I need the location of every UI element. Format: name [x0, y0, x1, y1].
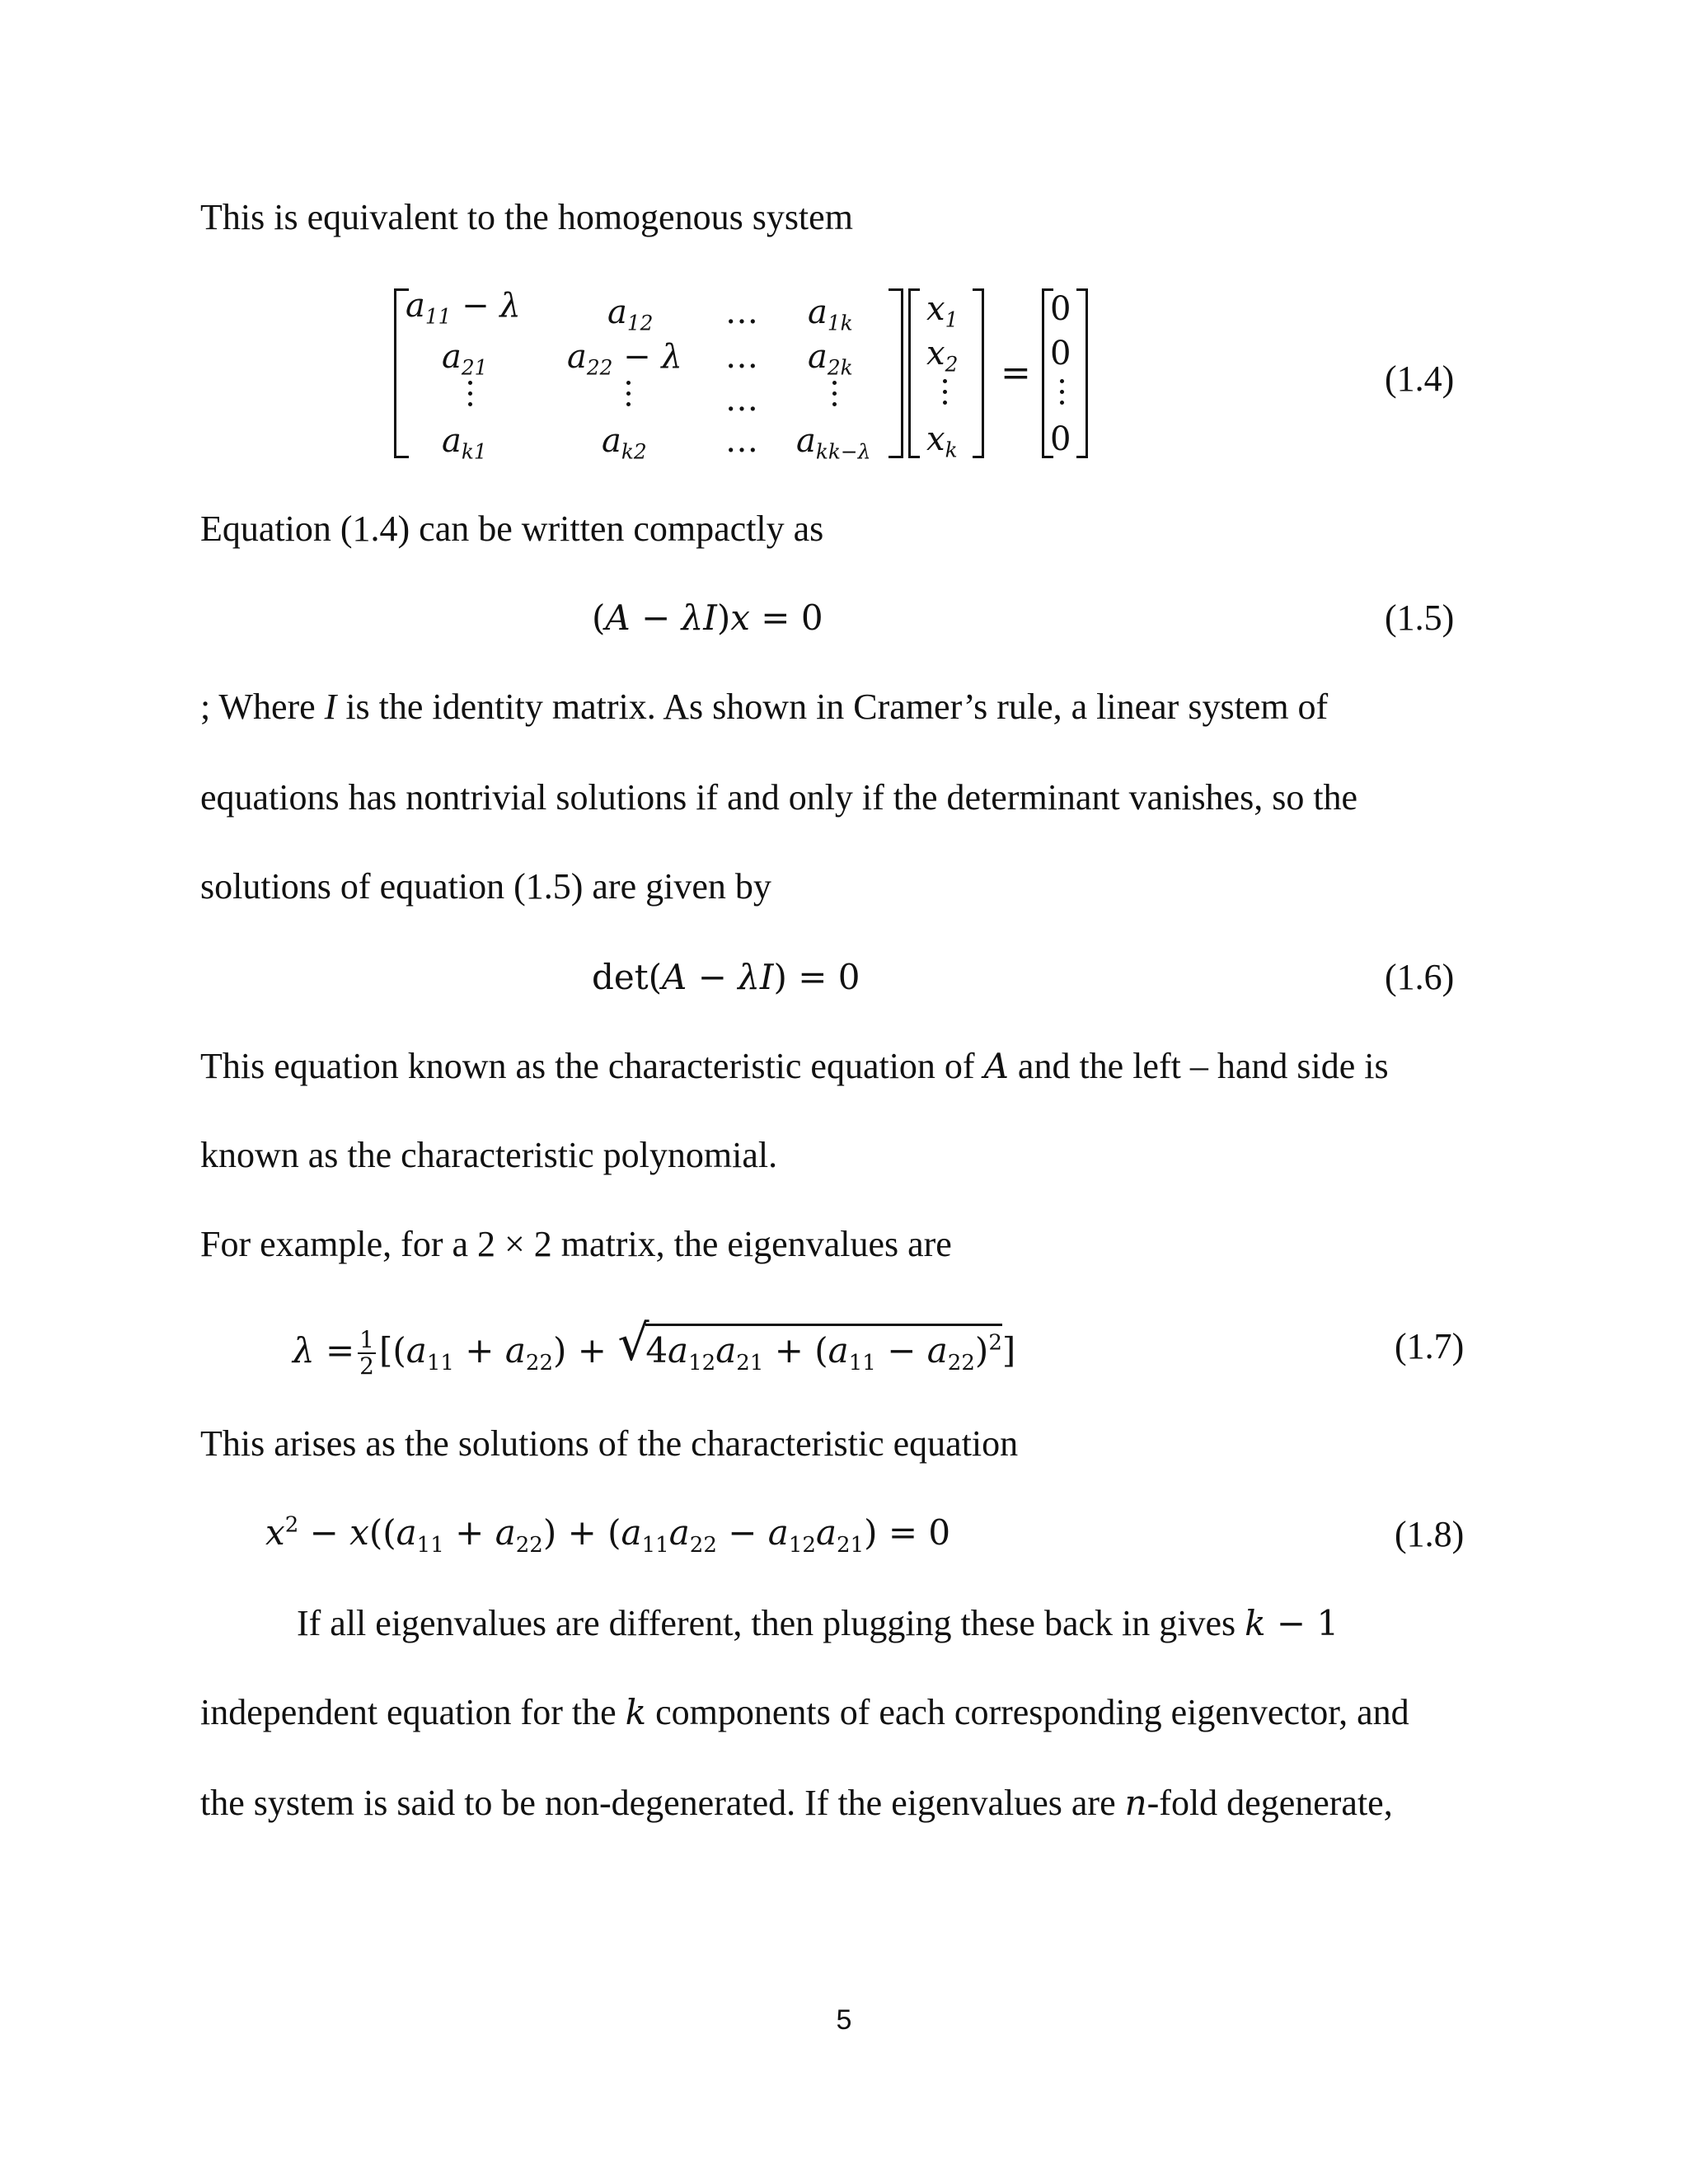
paragraph-line: independent equation for the k components of each corresponding eigenvector, and — [200, 1692, 1409, 1732]
paragraph-line: This arises as the solutions of the characteristic equation — [200, 1423, 1019, 1464]
matrix-cell: $a_{1k}$ — [808, 293, 853, 335]
matrix-cell: $a_{k1}$ — [442, 422, 487, 464]
matrix-cell: $a_{k2}$ — [602, 422, 647, 464]
equation-number: (1.5) — [1385, 598, 1455, 638]
zero-vector-entry: 0 — [1050, 420, 1071, 458]
paragraph-line: solutions of equation (1.5) are given by — [200, 866, 771, 907]
vector-x-right-bracket — [973, 288, 984, 458]
paragraph-line: ; Where I is the identity matrix. As shown in Cramer’s rule, a linear system of — [200, 687, 1329, 727]
paragraph-line: For example, for a 2 × 2 matrix, the eigenvalues are — [200, 1224, 952, 1264]
equation-1-8: $x^2 - x((a_{11} + a_{22}) + (a_{11}a_{22} - a_{12}a_{21}) = 0$ — [265, 1512, 951, 1558]
zero-vector-right-bracket — [1076, 288, 1088, 458]
matrix-cell: $a_{kk-\lambda}$ — [796, 422, 871, 464]
equation-1-6: det(A − λI) = 0 — [592, 957, 860, 997]
matrix-cell: $a_{21}$ — [442, 338, 488, 380]
equation-number: (1.6) — [1385, 957, 1455, 997]
page-number: 5 — [836, 2004, 852, 2036]
matrix-cell: … — [725, 381, 758, 419]
zero-vector-entry: 0 — [1050, 335, 1071, 373]
vertical-dots — [943, 379, 948, 411]
vertical-dots — [626, 381, 631, 413]
vector-x-entry: $x_1$ — [926, 290, 959, 332]
paragraph-line: known as the characteristic polynomial. — [200, 1135, 778, 1175]
equation-number: (1.4) — [1385, 359, 1455, 399]
matrix-cell: $a_{22} - \lambda$ — [567, 338, 682, 380]
vertical-dots — [832, 381, 837, 413]
paragraph-line: This equation known as the characteristic equation of A and the left – hand side is — [200, 1046, 1389, 1086]
paragraph-line: equations has nontrivial solutions if and only if the determinant vanishes, so the — [200, 777, 1358, 818]
matrix-right-bracket — [889, 288, 903, 458]
equals-sign: = — [1001, 352, 1031, 394]
paragraph-line: the system is said to be non-degenerated. If the eigenvalues are n-fold degenerate, — [200, 1783, 1393, 1823]
matrix-cell: … — [725, 338, 758, 376]
equation-1-5: (A − λI)x = 0 — [592, 598, 823, 638]
vector-x-entry: $x_2$ — [926, 335, 959, 377]
vector-x-left-bracket — [908, 288, 920, 458]
vector-x-entry: $x_k$ — [926, 420, 958, 462]
paragraph-line: Equation (1.4) can be written compactly as — [200, 509, 824, 549]
paragraph-line: If all eigenvalues are different, then plugging these back in gives k − 1 — [297, 1603, 1339, 1643]
vertical-dots — [468, 381, 473, 413]
matrix-cell: $a_{11} - \lambda$ — [406, 287, 521, 329]
equation-number: (1.8) — [1395, 1514, 1465, 1554]
paragraph-line: This is equivalent to the homogenous system — [200, 197, 853, 237]
equation-number: (1.7) — [1395, 1326, 1465, 1366]
matrix-cell: … — [725, 293, 758, 331]
matrix-cell: $a_{2k}$ — [808, 338, 853, 380]
matrix-cell: … — [725, 422, 758, 460]
zero-vector-entry: 0 — [1050, 290, 1071, 328]
equation-1-7: λ = $\frac{1}{2}$ [$(a_{11} + a_{22})$ + √ $4a_{12}a_{21} + (a_{11} - a_{22})^2$] — [293, 1315, 1016, 1380]
vertical-dots — [1060, 379, 1065, 411]
matrix-cell: $a_{12}$ — [607, 293, 654, 335]
